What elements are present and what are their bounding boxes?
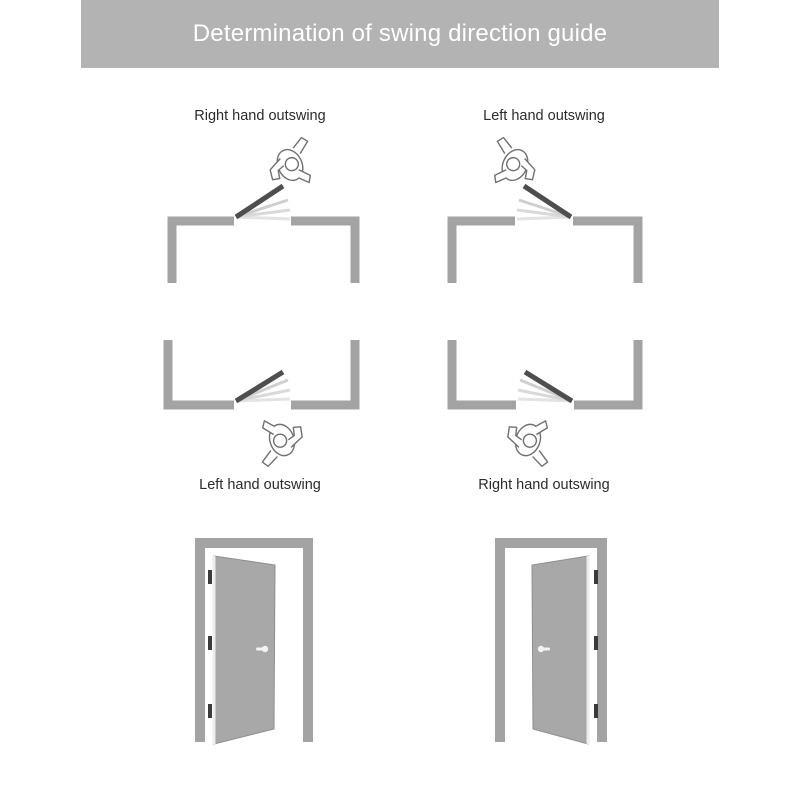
wall-right	[574, 340, 638, 405]
label-top-left: Right hand outswing	[194, 108, 326, 124]
label-bottom-right: Right hand outswing	[478, 477, 610, 493]
wall-left	[452, 221, 515, 283]
wall-right	[573, 221, 638, 283]
label-top-right: Left hand outswing	[483, 108, 605, 124]
plan-top-left	[172, 136, 355, 283]
wall-right	[291, 340, 355, 405]
wall-left	[172, 221, 234, 283]
hinge-icon	[208, 636, 212, 650]
door-elevation-left	[200, 543, 308, 744]
hinge-icon	[594, 636, 598, 650]
person-topdown-icon	[481, 136, 543, 196]
plan-middle-right	[452, 340, 638, 468]
plan-top-right	[452, 136, 638, 283]
hinge-icon	[208, 570, 212, 584]
wall-right	[291, 221, 355, 283]
person-topdown-icon	[262, 136, 324, 196]
door-handle-icon	[256, 648, 265, 651]
door-handle-icon	[541, 648, 550, 651]
hinge-icon	[208, 704, 212, 718]
wall-left	[452, 340, 516, 405]
label-bottom-left: Left hand outswing	[199, 477, 321, 493]
person-topdown-icon	[500, 410, 560, 468]
door-elevation-right	[500, 543, 602, 744]
hinge-icon	[594, 704, 598, 718]
header-banner	[81, 0, 719, 68]
plan-middle-left	[168, 340, 355, 468]
hinge-icon	[594, 570, 598, 584]
wall-left	[168, 340, 234, 405]
page-title: Determination of swing direction guide	[192, 20, 608, 47]
person-topdown-icon	[249, 410, 309, 468]
